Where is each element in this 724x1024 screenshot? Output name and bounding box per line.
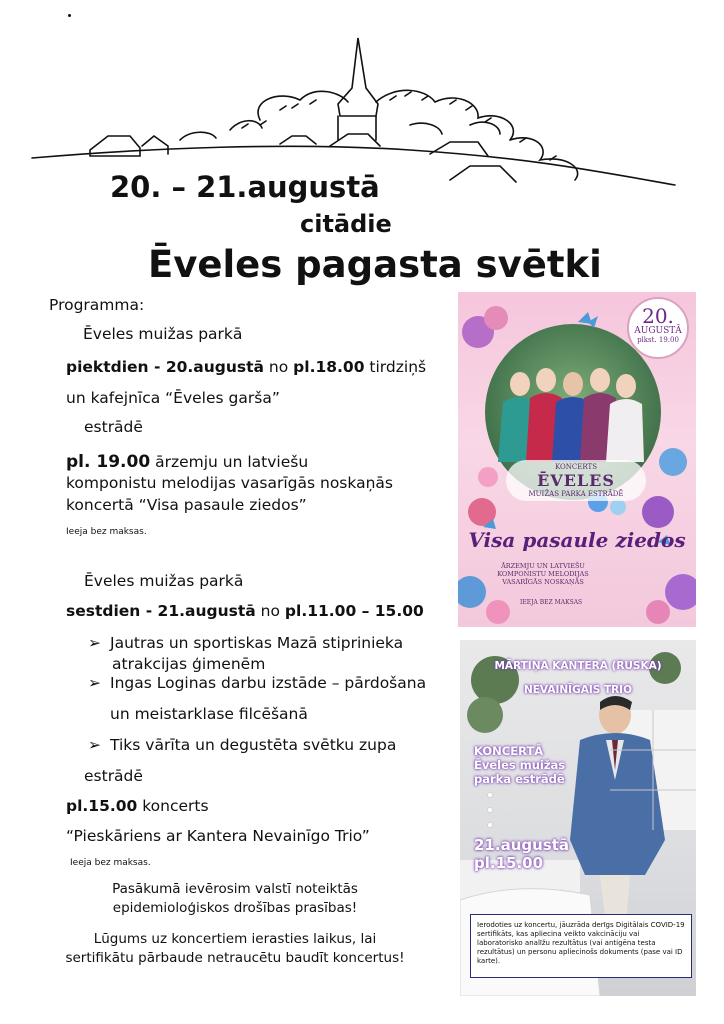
arrow-bullet-icon: ➢ (88, 736, 101, 754)
free-entry-2: Ieeja bez maksas. (70, 858, 151, 868)
friday-time: pl.18.00 (293, 358, 365, 376)
concert-line1 (66, 452, 308, 472)
free-entry-1: Ieeja bez maksas. (66, 527, 147, 537)
poster2-date-time (474, 836, 569, 872)
stage-saturday: estrādē (84, 767, 143, 785)
poster2-concert-line1: KONCERTĀ (474, 744, 544, 758)
saturday-day: sestdien - 21.augustā (66, 602, 256, 620)
arrival-note-line2: sertifikātu pārbaude netraucētu baudīt koncertus! (65, 950, 405, 966)
arrow-bullet-icon: ➢ (88, 674, 101, 692)
concert-line3: koncertā “Visa pasaule ziedos” (66, 496, 307, 514)
list-item (88, 736, 396, 754)
program-label: Programma: (49, 296, 145, 314)
poster1-concert-label: KONCERTS (555, 463, 597, 471)
event-date-range: 20. – 21.augustā (110, 170, 380, 204)
bullet1-continuation: atrakcijas ģimenēm (112, 655, 266, 673)
poster2-date: 21.augustā (474, 836, 570, 854)
arrival-note (45, 930, 425, 968)
list-item (88, 674, 426, 692)
poster2-concert-line2: Ēveles muižas (474, 758, 566, 772)
poster1-venue-box (506, 460, 646, 501)
poster1-date-time: plkst. 19.00 (637, 336, 679, 344)
decorative-dot (68, 14, 71, 17)
bullet1-text: Jautras un sportiskas Mazā stiprinieka (110, 634, 404, 652)
poster1-date-num: 20. (642, 304, 674, 328)
safety-note (45, 880, 425, 918)
concert2-time: pl.15.00 (66, 797, 138, 815)
poster2-concert-line3: parka estrādē (474, 772, 565, 786)
saturday-line (66, 602, 424, 620)
bullet2-text: Ingas Loginas darbu izstāde – pārdošana (110, 674, 427, 692)
poster1-title: Visa pasaule ziedos (468, 528, 686, 552)
concert2-line (66, 797, 209, 815)
venue-saturday: Ēveles muižas parkā (84, 572, 244, 590)
poster2-time: pl.15.00 (474, 854, 544, 872)
friday-line (66, 358, 426, 376)
poster1-subtitle: ĀRZEMJU UN LATVIEŠU KOMPONISTU MELODIJAS VASARĪGĀS NOSKAŅĀS (497, 562, 589, 586)
concert-text1: ārzemju un latviešu (150, 453, 309, 471)
concert-line2: komponistu melodijas vasarīgās noskaņās (66, 474, 393, 492)
saturday-time: pl.11.00 – 15.00 (284, 602, 424, 620)
bullet3-text: Tiks vārīta un degustēta svētku zupa (110, 736, 397, 754)
friday-cafe: un kafejnīca “Ēveles garša” (66, 389, 280, 407)
covid-certificate-notice: Ierodoties uz koncertu, jāuzrāda derīgs Digitālais COVID-19 sertifikāts, kas apliecina veikto vakcināciju vai laboratorisko analīžu rezultātus (vai antigēna testa rezultātus) un personu apliecinošs dokuments (pase vai ID karte). (470, 914, 692, 978)
list-item (88, 634, 403, 652)
page-title: Ēveles pagasta svētki (148, 243, 602, 286)
poster2-artist: MĀRTIŅA KANTERA (RUSKA) (494, 660, 662, 672)
concert-time: pl. 19.00 (66, 452, 151, 472)
arrow-bullet-icon: ➢ (88, 634, 101, 652)
poster1-free: IEEJA BEZ MAKSAS (520, 599, 583, 606)
concert2-text: koncerts (137, 797, 209, 815)
safety-note-line1: Pasākumā ievērosim valstī noteiktās (112, 881, 358, 897)
safety-note-line2: epidemioloģiskos drošības prasības! (112, 900, 358, 916)
friday-day: piektdien - 20.augustā (66, 358, 264, 376)
stage-friday: estrādē (84, 418, 143, 436)
poster1-venue-name: ĒVELES (537, 471, 615, 490)
bullet2-continuation: un meistarklase filcēšanā (110, 705, 308, 723)
concert2-name: “Pieskāriens ar Kantera Nevainīgo Trio” (66, 827, 370, 845)
friday-activity: tirdziņš (364, 358, 427, 376)
event-subtitle: citādie (300, 210, 392, 238)
poster1-date-month: AUGUSTĀ (634, 326, 682, 336)
poster2-concert-info (474, 744, 565, 786)
arrival-note-line1: Lūgums uz koncertiem ierasties laikus, lai (93, 931, 377, 947)
venue-friday: Ēveles muižas parkā (83, 325, 243, 343)
saturday-mid: no (255, 602, 285, 620)
friday-mid: no (264, 358, 294, 376)
poster1-date-badge (630, 306, 686, 345)
poster2-group: NEVAINĪGAIS TRIO (523, 684, 633, 696)
poster1-venue-sub: MUIŽAS PARKA ESTRĀDĒ (528, 490, 624, 498)
concert-poster-visa-pasaule-ziedos (458, 292, 696, 627)
